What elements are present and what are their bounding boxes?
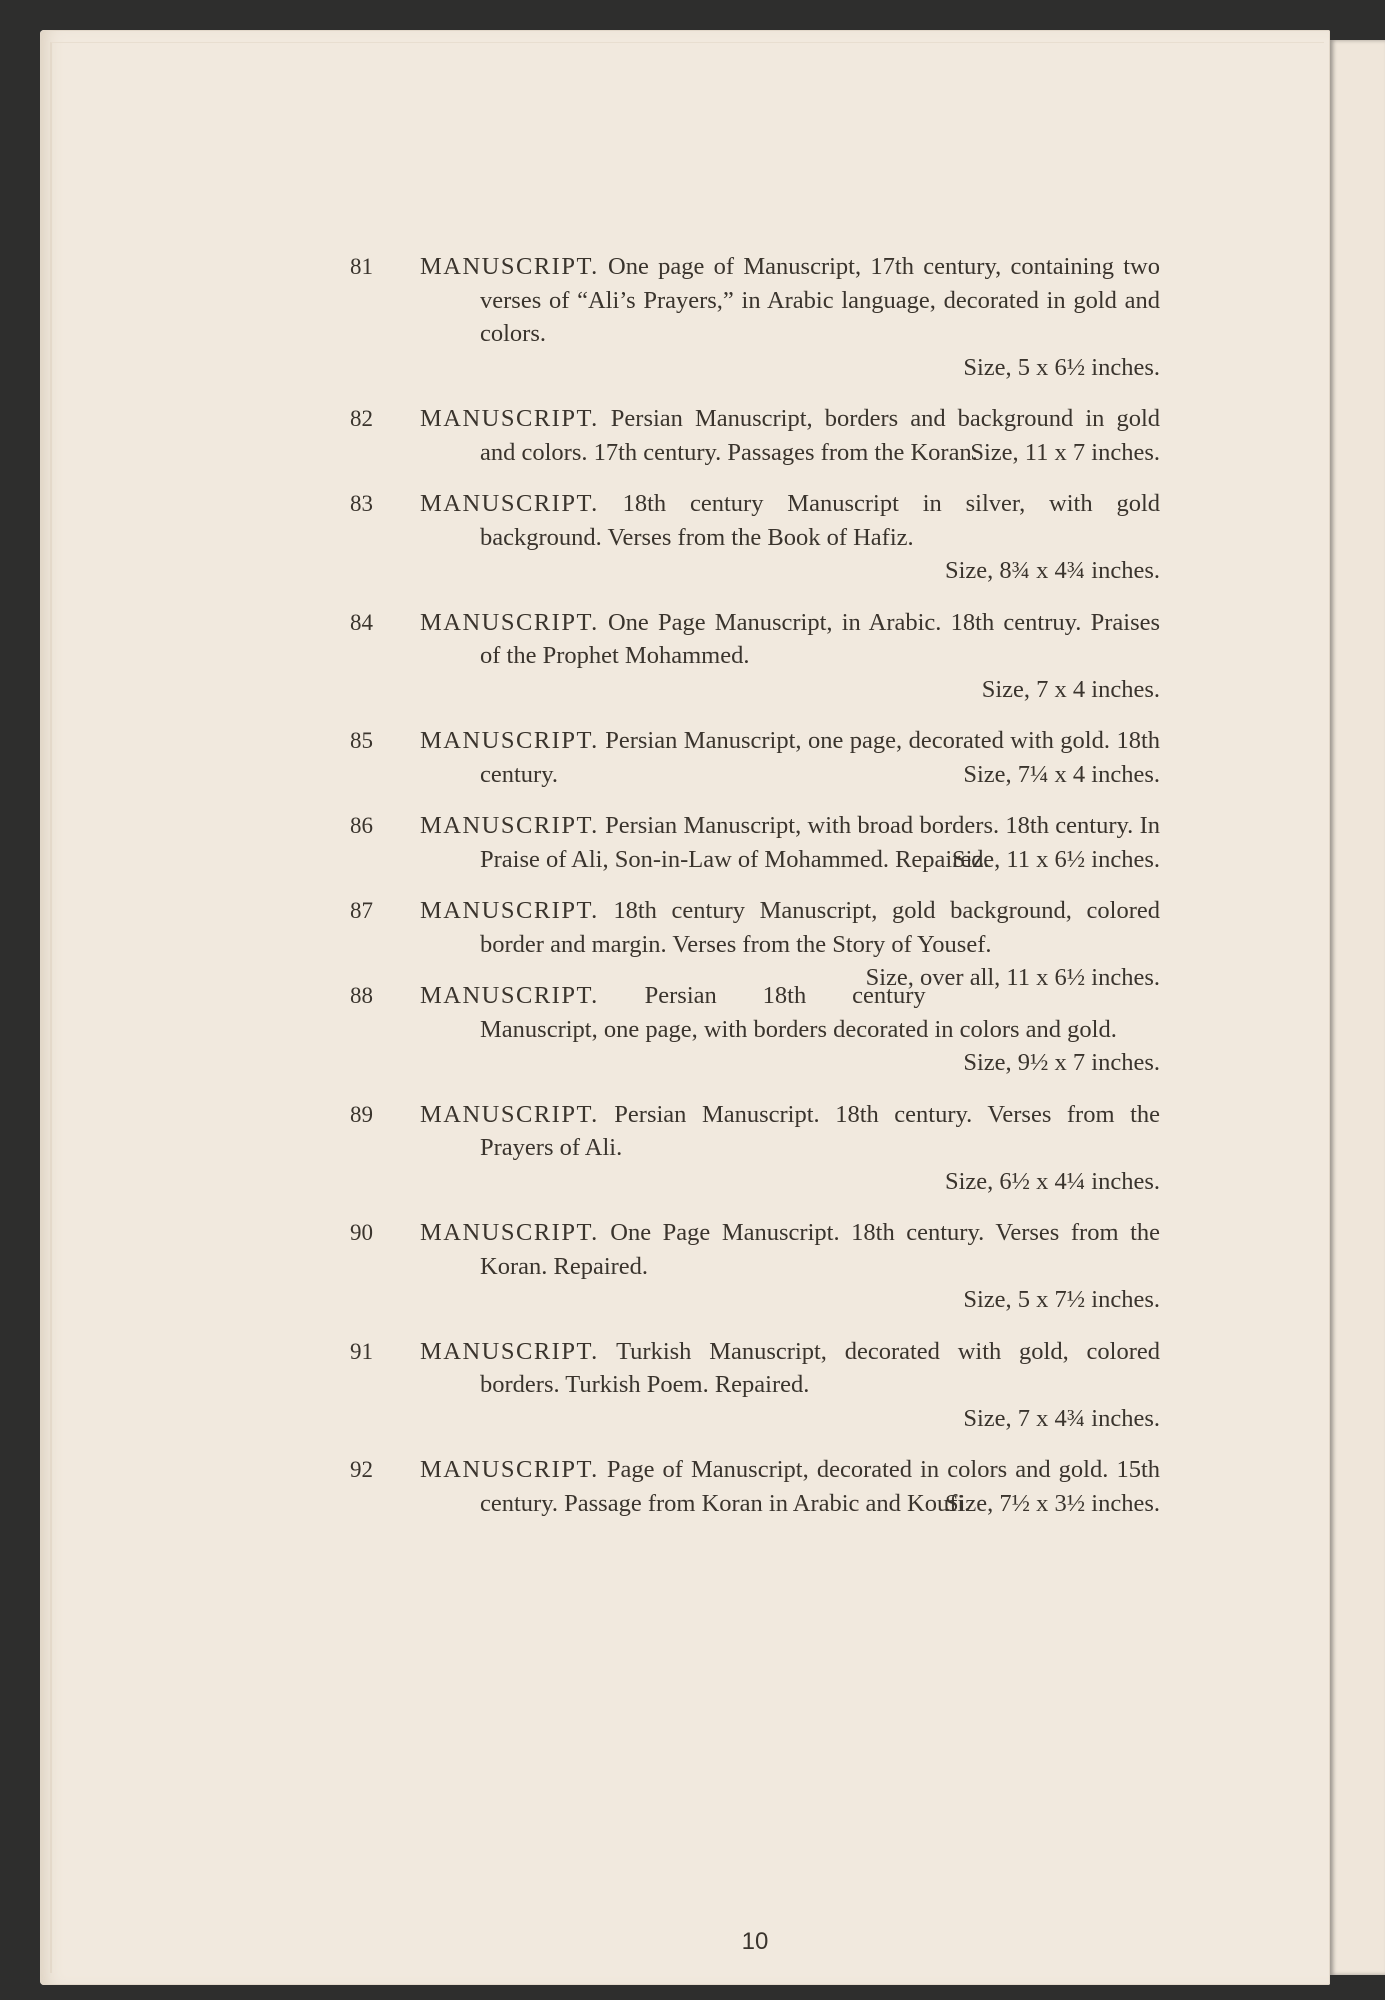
entry-size: Size, 9½ x 7 inches. bbox=[963, 1049, 1160, 1076]
entry-description bbox=[420, 724, 1160, 791]
facing-page-edge bbox=[1330, 40, 1385, 1975]
entry-size: Size, over all, 11 x 6½ inches. bbox=[865, 964, 1160, 991]
entry-size: Size, 6½ x 4¼ inches. bbox=[944, 1167, 1160, 1195]
entry-title: MANUSCRIPT. bbox=[420, 1456, 599, 1483]
entry-size: Size, 11 x 6½ inches. bbox=[952, 845, 1160, 873]
catalog-entry bbox=[350, 606, 1160, 707]
entry-title: MANUSCRIPT. bbox=[420, 405, 599, 432]
entry-text: 18th century Manuscript in silver, with gold background. Verses from the Book of Hafiz. bbox=[480, 490, 1160, 551]
catalog-entry bbox=[350, 1453, 1160, 1520]
size-line bbox=[420, 673, 1160, 707]
entry-description bbox=[420, 250, 1160, 351]
entry-size: Size, 7 x 4¾ inches. bbox=[963, 1404, 1160, 1432]
entry-title: MANUSCRIPT. bbox=[420, 1337, 599, 1365]
entry-title: MANUSCRIPT. bbox=[420, 608, 599, 636]
catalog-entry bbox=[350, 1216, 1160, 1317]
entry-description bbox=[420, 1335, 1160, 1402]
lot-number: 83 bbox=[350, 491, 373, 516]
catalog-entry bbox=[350, 724, 1160, 791]
entry-text: One page of Manuscript, 17th century, containing two verses of “Ali’s Prayers,” in Arabic language, decorated in gold and colors. bbox=[480, 253, 1160, 347]
entry-title: MANUSCRIPT. bbox=[420, 982, 599, 1009]
size-line bbox=[420, 1046, 1160, 1080]
entry-size: Size, 7 x 4 inches. bbox=[981, 675, 1160, 703]
entry-size: Size, 8¾ x 4¾ inches. bbox=[944, 557, 1160, 584]
entry-size: Size, 7½ x 3½ inches. bbox=[944, 1489, 1160, 1517]
entry-text: Turkish Manuscript, decorated with gold, colored borders. Turkish Poem. Repaired. bbox=[480, 1337, 1160, 1398]
catalog-entry bbox=[350, 402, 1160, 469]
catalog-entry bbox=[350, 250, 1160, 384]
lot-number: 90 bbox=[350, 1220, 373, 1245]
entry-description bbox=[420, 894, 1160, 991]
entry-text: One Page Manuscript, in Arabic. 18th centruy. Praises of the Prophet Mohammed. bbox=[480, 608, 1161, 669]
entry-description bbox=[420, 487, 1160, 554]
lot-number: 88 bbox=[350, 983, 373, 1008]
entry-text: Persian Manuscript, with broad borders. 18th century. In Praise of Ali, Son-in-Law of Mohammed. Repaired. bbox=[480, 812, 1161, 873]
entry-description bbox=[420, 402, 1160, 469]
entry-title: MANUSCRIPT. bbox=[420, 490, 599, 517]
lot-number: 92 bbox=[350, 1457, 373, 1482]
lot-number: 86 bbox=[350, 813, 373, 838]
lot-number: 91 bbox=[350, 1338, 373, 1364]
entry-description bbox=[420, 1453, 1160, 1520]
entry-size: Size, 5 x 6½ inches. bbox=[963, 353, 1160, 381]
entry-text: Persian 18th century Manuscript, one page, with borders decorated in colors and gold. bbox=[480, 982, 1117, 1043]
entry-text: Persian Manuscript. 18th century. Verses from the Prayers of Ali. bbox=[480, 1100, 1160, 1161]
entry-description bbox=[420, 979, 1160, 1046]
catalog-listing bbox=[350, 250, 1161, 1955]
lot-number: 82 bbox=[350, 406, 373, 431]
entry-size: Size, 5 x 7½ inches. bbox=[963, 1286, 1160, 1313]
lot-number: 81 bbox=[350, 254, 373, 279]
entry-text: Persian Manuscript, borders and background in gold and colors. 17th century. Passages from the Koran. bbox=[480, 405, 1160, 466]
entry-title: MANUSCRIPT. bbox=[420, 253, 599, 280]
size-line bbox=[420, 1283, 1160, 1317]
entry-size: Size, 11 x 7 inches. bbox=[970, 438, 1160, 466]
lot-number: 85 bbox=[350, 728, 373, 753]
entry-text: One Page Manuscript. 18th century. Verses from the Koran. Repaired. bbox=[480, 1219, 1160, 1280]
catalog-entry bbox=[350, 487, 1160, 588]
catalog-entry bbox=[350, 1335, 1160, 1436]
size-line bbox=[420, 351, 1160, 385]
entry-size: Size, 7¼ x 4 inches. bbox=[963, 760, 1160, 788]
entry-title: MANUSCRIPT. bbox=[420, 812, 599, 839]
catalog-entry bbox=[350, 1098, 1160, 1199]
entry-title: MANUSCRIPT. bbox=[420, 1219, 599, 1246]
entry-text: Page of Manuscript, decorated in colors and gold. 15th century. Passage from Koran in Arabic and Koufi. bbox=[480, 1456, 1160, 1517]
size-line bbox=[420, 1402, 1160, 1436]
entry-text: Persian Manuscript, one page, decorated with gold. 18th century. bbox=[480, 727, 1160, 788]
entry-description bbox=[420, 606, 1160, 673]
size-line bbox=[420, 1165, 1160, 1199]
entry-title: MANUSCRIPT. bbox=[420, 727, 599, 754]
entry-title: MANUSCRIPT. bbox=[420, 1100, 599, 1128]
catalog-entry bbox=[350, 979, 1160, 1080]
lot-number: 87 bbox=[350, 898, 373, 923]
catalog-entry bbox=[350, 809, 1160, 876]
page-number: 10 bbox=[741, 1928, 769, 1955]
entry-description bbox=[420, 1098, 1160, 1165]
lot-number: 89 bbox=[350, 1101, 373, 1127]
entry-description bbox=[420, 1216, 1160, 1283]
entry-title: MANUSCRIPT. bbox=[420, 897, 599, 924]
entry-description bbox=[420, 809, 1160, 876]
catalog-entry bbox=[350, 894, 1160, 991]
lot-number: 84 bbox=[350, 609, 373, 635]
entry-text: 18th century Manuscript, gold background, colored border and margin. Verses from the Story of Yousef. bbox=[480, 897, 1160, 958]
size-line bbox=[420, 554, 1160, 588]
